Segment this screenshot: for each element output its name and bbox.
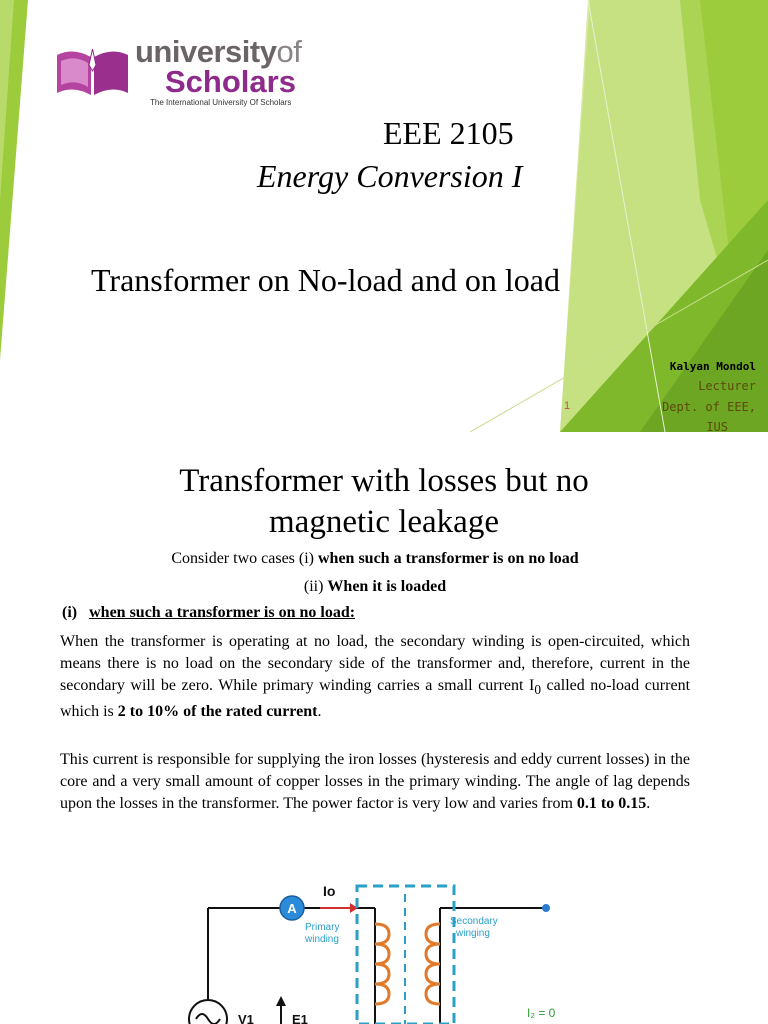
transformer-circuit-diagram [0,872,768,1024]
content-slide [0,432,768,1024]
rated-current-bold: 2 to 10% of the rated current [117,703,318,721]
author-institution: IUS [706,420,728,432]
logo-tagline: The International University Of Scholars [150,98,292,107]
emf-label: E1 [292,1012,308,1024]
ammeter-label: A [287,901,297,916]
source-label: V1 [238,1012,254,1024]
cases-line-2: (ii) When it is loaded [303,578,447,595]
secondary-label-1: Secondary [450,916,498,927]
author-name: Kalyan Mondol [669,360,756,373]
paragraph-losses: This current is responsible for supplying the iron losses (hysteresis and eddy current losses) in the core and a very small amount of copper losses in the primary winding. The angle of lag depends upon the losses in the transformer. The power factor is very low and varies from 0.1 to 0.15. [60,751,690,812]
case-2-text: When it is loaded [327,578,447,595]
terminal-dot [542,904,550,912]
primary-label-2: winding [305,934,339,945]
power-factor-bold: 0.1 to 0.15 [576,795,647,812]
university-logo-icon [55,45,130,97]
slide-title: Transformer on No-load and on load [91,262,560,298]
cases-line-1: Consider two cases (i) when such a transformer is on no load [171,550,579,567]
logo-of-text: of [276,34,302,69]
subheading: (i) when such a transformer is on no load: [62,604,356,621]
logo-scholars-text: Scholars [165,64,296,99]
course-code: EEE 2105 [383,115,514,151]
secondary-coil-icon [426,924,440,1004]
slide-heading-line2: magnetic leakage [269,504,499,540]
author-role: Lecturer [698,379,756,393]
slide-heading-line1: Transformer with losses but no [179,463,589,499]
primary-coil-icon [375,924,389,1004]
subheading-text: when such a transformer is on no load: [89,604,356,621]
paragraph-no-load: When the transformer is operating at no load, the secondary winding is open-circuited, which means there is no load on the secondary side of the transformer and, therefore, current in the secondary will be zero. While primary winding carries a small current $I_0$ called no-load current which is 2 to 10% of the rated current. [60,633,691,721]
case-1-text: when such a transformer is on no load [318,550,579,567]
course-name: Energy Conversion I [257,158,523,194]
emf-arrow-icon [276,996,286,1006]
logo-university-text: universityof [135,34,302,69]
title-slide [0,0,768,432]
current-label: Io [323,883,336,899]
primary-label-1: Primary [305,922,340,933]
subscript-zero: 0 [534,682,541,698]
secondary-current-label: I₂ = 0 [527,1006,556,1020]
secondary-label-2: winging [456,928,490,939]
author-dept: Dept. of EEE, [662,400,756,414]
page-number: 1 [564,400,571,412]
